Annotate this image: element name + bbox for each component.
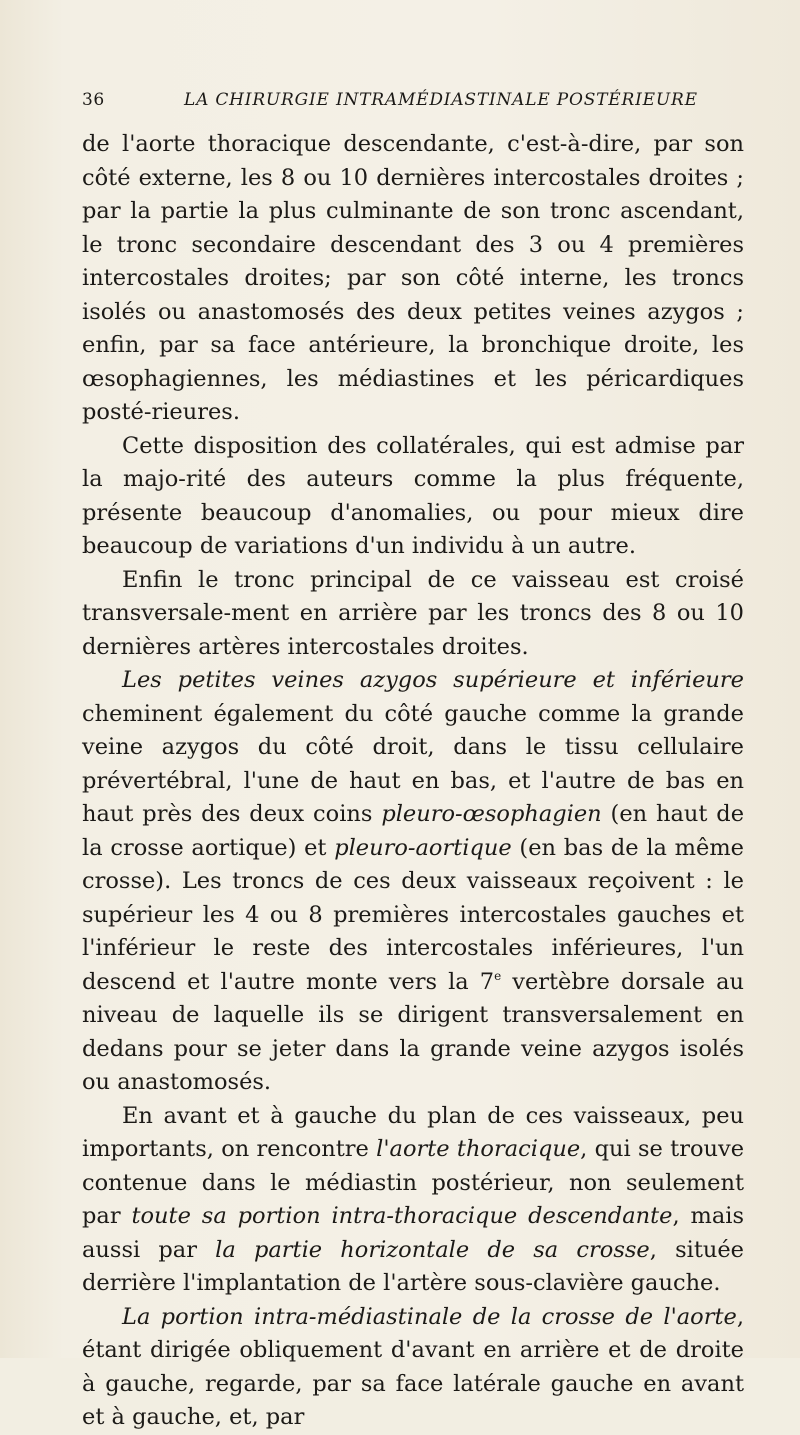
paragraph (82, 128, 744, 430)
italic-term: l'aorte thoracique (376, 1136, 581, 1162)
italic-term: la partie horizontale de sa crosse (215, 1236, 650, 1263)
paragraph (82, 664, 744, 1100)
text-run: Cette disposition des collatérales, qui est admise par la majo-rité des auteurs comme la plus fréquente, présente beaucoup d'anomalies, ou pour mieux dire beaucoup de variations d'un individu à un autre. (82, 432, 744, 559)
text-run: , qui se trouve contenue dans le médiastin postérieur, non seulement par (82, 1136, 745, 1229)
text-run: (en haut de la crosse aortique) et (82, 801, 745, 861)
page-header (82, 90, 742, 118)
body-text (82, 128, 744, 1435)
text-run: En avant et à gauche du plan de ces vaisseaux, peu importants, on rencontre (82, 1102, 744, 1162)
italic-term: Les petites veines azygos supérieure et inférieure (122, 667, 744, 693)
italic-term: La portion intra-médiastinale de la crosse de l'aorte (122, 1303, 737, 1330)
text-run: , mais aussi par (82, 1203, 744, 1263)
paragraph (82, 1301, 744, 1435)
italic-term: pleuro-aortique (334, 834, 512, 861)
page-number: 36 (82, 90, 105, 110)
text-run: cheminent également du côté gauche comme la grande veine azygos du côté droit, dans le tissu cellulaire prévertébral, l'une de haut en bas, et l'autre de bas en haut près des deux coins (82, 700, 744, 827)
paragraph (82, 430, 744, 564)
text-run: , située derrière l'implantation de l'artère sous-clavière gauche. (82, 1236, 744, 1296)
text-run: (en bas de la même crosse). Les troncs de ces deux vaisseaux reçoivent : le supérieur les 4 ou 8 premières intercostales gauches et l'inférieur le reste des intercostales inférieures, l'un descend et l'autre monte vers la 7 (82, 834, 744, 995)
text-run: , étant dirigée obliquement d'avant en arrière et de droite à gauche, regarde, par sa face latérale gauche en avant et à gauche, et, par (82, 1303, 744, 1430)
superscript: e (494, 968, 502, 983)
italic-term: toute sa portion intra-thoracique descendante (131, 1203, 673, 1229)
paragraph (82, 1100, 744, 1301)
text-run: Enfin le tronc principal de ce vaisseau est croisé transversale-ment en arrière par les troncs des 8 ou 10 dernières artères intercostales droites. (82, 566, 744, 660)
running-title: LA CHIRURGIE INTRAMÉDIASTINALE POSTÉRIEURE (184, 90, 698, 110)
italic-term: pleuro-œsophagien (381, 801, 602, 827)
text-run: vertèbre dorsale au niveau de laquelle ils se dirigent transversalement en dedans pour se jeter dans la grande veine azygos isolés ou anastomosés. (82, 968, 745, 1095)
paragraph (82, 564, 744, 665)
text-run: de l'aorte thoracique descendante, c'est-à-dire, par son côté externe, les 8 ou 10 dernières intercostales droites ; par la partie la plus culminante de son tronc ascendant, le tronc secondaire descendant des 3 ou 4 premières intercostales droites; par son côté interne, les troncs isolés ou anastomosés des deux petites veines azygos ; enfin, par sa face antérieure, la bronchique droite, les œsophagiennes, les médiastines et les péricardiques posté-rieures. (82, 131, 744, 425)
